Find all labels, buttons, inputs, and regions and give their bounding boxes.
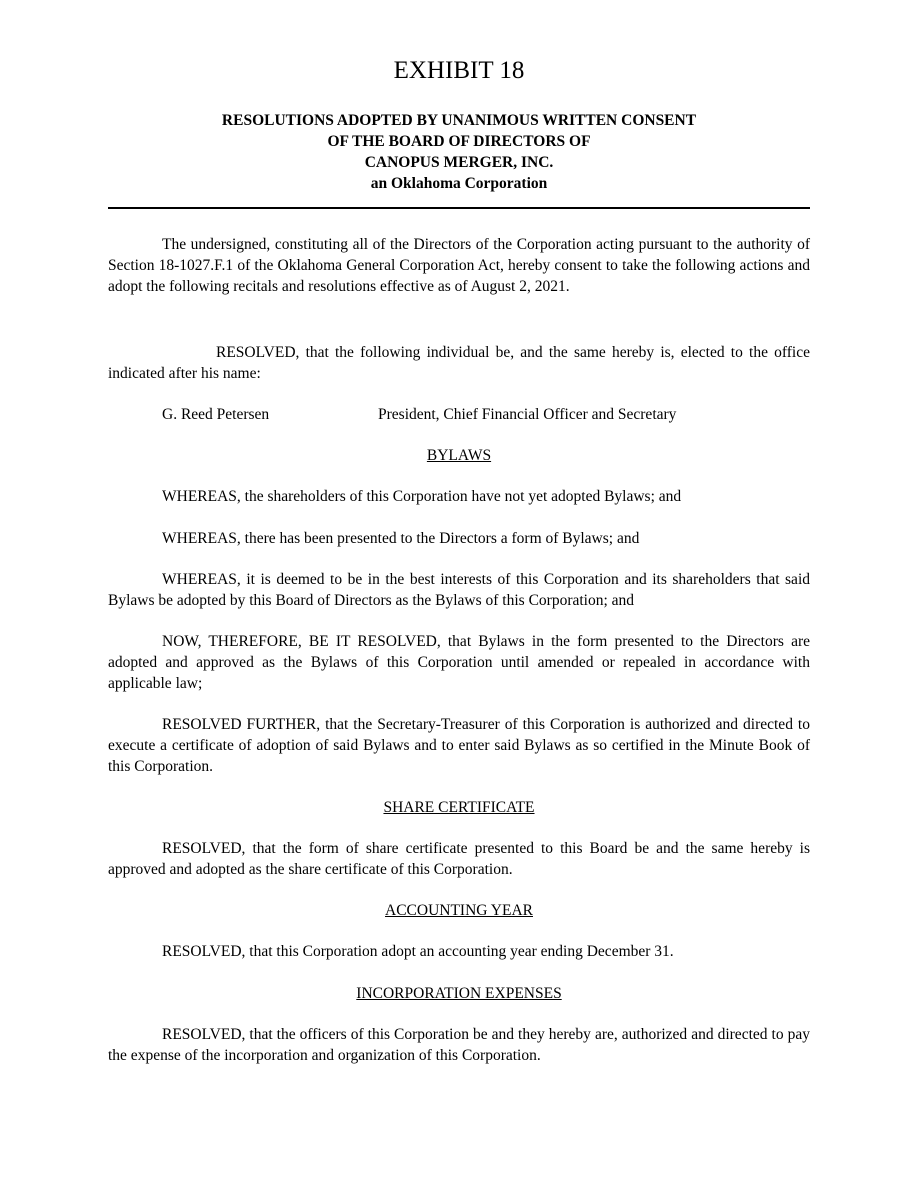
heading-line-4: an Oklahoma Corporation [370, 175, 548, 192]
bylaws-whereas-3: WHEREAS, it is deemed to be in the best interests of this Corporation and its shareholders that said Bylaws be adopted by this Board of Directors as the Bylaws of this Corporation; and [108, 571, 810, 609]
bylaws-resolved-further: RESOLVED FURTHER, that the Secretary-Treasurer of this Corporation is authorized and directed to execute a certificate of adoption of said Bylaws and to enter said Bylaws as so certified in the Minute Book of this Corporation. [108, 716, 810, 775]
heading-line-3: CANOPUS MERGER, INC. [364, 154, 554, 171]
officer-resolution: RESOLVED, that the following individual be, and the same hereby is, elected to the office indicated after his name: [108, 344, 810, 382]
heading-line-1: RESOLUTIONS ADOPTED BY UNANIMOUS WRITTEN CONSENT [221, 112, 697, 129]
bylaws-whereas-1: WHEREAS, the shareholders of this Corporation have not yet adopted Bylaws; and [162, 488, 682, 505]
share-certificate-heading: SHARE CERTIFICATE [383, 799, 535, 816]
share-certificate-text: RESOLVED, that the form of share certificate presented to this Board be and the same hereby is approved and adopted as the share certificate of this Corporation. [108, 840, 810, 878]
bylaws-whereas-2: WHEREAS, there has been presented to the Directors a form of Bylaws; and [162, 530, 640, 547]
header-divider [108, 207, 810, 209]
officer-title: President, Chief Financial Officer and Secretary [378, 406, 677, 423]
heading-line-2: OF THE BOARD OF DIRECTORS OF [327, 133, 591, 150]
incorporation-expenses-heading: INCORPORATION EXPENSES [356, 985, 562, 1002]
bylaws-resolved: NOW, THEREFORE, BE IT RESOLVED, that Bylaws in the form presented to the Directors are adopted and approved as the Bylaws of this Corporation until amended or repealed in accordance with applicable law; [108, 633, 810, 692]
accounting-year-heading: ACCOUNTING YEAR [385, 902, 533, 919]
accounting-year-text: RESOLVED, that this Corporation adopt an accounting year ending December 31. [162, 943, 674, 960]
intro-paragraph: The undersigned, constituting all of the Directors of the Corporation acting pursuant to the authority of Section 18-1027.F.1 of the Oklahoma General Corporation Act, hereby consent to take the following actions and adopt the following recitals and resolutions effective as of August 2, 2021. [108, 236, 810, 295]
bylaws-heading: BYLAWS [426, 447, 492, 464]
exhibit-title: EXHIBIT 18 [393, 57, 525, 84]
officer-name: G. Reed Petersen [162, 406, 270, 423]
incorporation-expenses-text: RESOLVED, that the officers of this Corporation be and they hereby are, authorized and directed to pay the expense of the incorporation and organization of this Corporation. [108, 1026, 810, 1064]
